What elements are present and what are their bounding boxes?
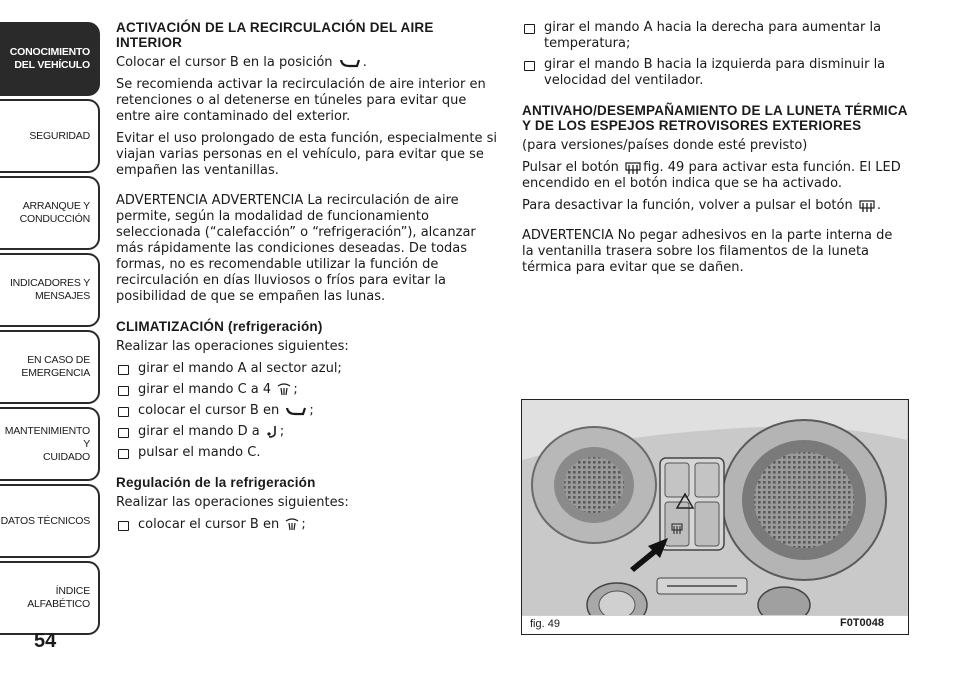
paragraph: Para desactivar la función, volver a pulsar el botón . xyxy=(522,198,881,213)
steps-list xyxy=(522,20,908,89)
tab-label: ÍNDICE ALFABÉTICO xyxy=(27,585,90,610)
list-item: girar el mando D a ; xyxy=(116,424,500,440)
list-item: girar el mando C a 4 ; xyxy=(116,382,500,398)
list-item: colocar el cursor B en ; xyxy=(116,403,500,419)
tab-arranque[interactable] xyxy=(0,176,100,250)
paragraph: Se recomienda activar la recirculación de aire interior en retenciones o al detenerse en túneles para evitar que entre aire contaminado del exterior. xyxy=(116,77,486,124)
heading-recirculation: ACTIVACIÓN DE LA RECIRCULACIÓN DEL AIRE INTERIOR xyxy=(116,20,434,50)
list-item: colocar el cursor B en ; xyxy=(116,517,500,533)
warning-paragraph: ADVERTENCIA ADVERTENCIA La recirculación de aire permite, según la modalidad de funcionamiento seleccionada (“calefacción” o “refrigeración”), alcanzar más rápidamente las condiciones deseadas. De todas formas, no es recomendable utilizar la función de recirculación en días lluviosos o fríos para evitar la posibilidad de que se empañen las lunas. xyxy=(116,193,476,304)
tab-label: CONOCIMIENTO DEL VEHÍCULO xyxy=(9,46,90,71)
rear-defrost-icon xyxy=(625,161,641,175)
paragraph: (para versiones/países donde esté previsto) xyxy=(522,138,808,153)
list-item: girar el mando B hacia la izquierda para disminuir la velocidad del ventilador. xyxy=(522,57,908,89)
paragraph: Evitar el uso prolongado de esta función, especialmente si viajan varias personas en el vehículo, para evitar que se empañen las ventanillas. xyxy=(116,131,498,178)
left-column xyxy=(116,20,500,539)
tab-label: ARRANQUE Y CONDUCCIÓN xyxy=(19,200,90,225)
right-column xyxy=(522,20,908,282)
dashboard-illustration xyxy=(522,400,907,615)
page-number: 54 xyxy=(34,630,57,652)
figure-caption xyxy=(522,616,908,634)
steps-list xyxy=(116,361,500,461)
tab-mantenimiento[interactable] xyxy=(0,407,100,481)
paragraph: Colocar el cursor B en la posición . xyxy=(116,55,367,70)
tab-conocimiento[interactable] xyxy=(0,22,100,96)
heading-climatizacion: CLIMATIZACIÓN (refrigeración) xyxy=(116,319,323,334)
warning-paragraph: ADVERTENCIA No pegar adhesivos en la parte interna de la ventanilla trasera sobre los filamentos de la luneta térmica para evitar que se dañen. xyxy=(522,228,893,275)
paragraph: Realizar las operaciones siguientes: xyxy=(116,495,349,510)
tab-label: INDICADORES Y MENSAJES xyxy=(9,277,90,302)
tab-datos[interactable] xyxy=(0,484,100,558)
tab-indicadores[interactable] xyxy=(0,253,100,327)
figure-49 xyxy=(521,399,909,635)
list-item: girar el mando A hacia la derecha para aumentar la temperatura; xyxy=(522,20,908,52)
ac-snowflake-icon xyxy=(266,425,278,439)
list-item: girar el mando A al sector azul; xyxy=(116,361,500,377)
tab-label: MANTENIMIENTO Y CUIDADO xyxy=(4,424,90,463)
tab-emergencia[interactable] xyxy=(0,330,100,404)
recirculation-icon xyxy=(285,405,307,417)
heading-antivaho: ANTIVAHO/DESEMPAÑAMIENTO DE LA LUNETA TÉRMICA Y DE LOS ESPEJOS RETROVISORES EXTERIORES xyxy=(522,103,908,133)
paragraph: Realizar las operaciones siguientes: xyxy=(116,339,349,354)
tab-label: EN CASO DE EMERGENCIA xyxy=(21,354,90,379)
rear-defrost-icon xyxy=(859,199,875,213)
steps-list xyxy=(116,517,500,533)
paragraph: Pulsar el botón fig. 49 para activar esta función. El LED encendido en el botón indica que se ha activado. xyxy=(522,160,901,191)
tab-label: DATOS TÉCNICOS xyxy=(0,514,90,527)
fan-defrost-icon xyxy=(277,383,291,396)
fan-defrost-icon xyxy=(285,518,299,531)
recirculation-icon xyxy=(339,57,361,69)
heading-regulacion: Regulación de la refrigeración xyxy=(116,475,316,490)
chapter-tabs xyxy=(0,22,100,638)
figure-number: fig. 49 xyxy=(530,618,560,630)
tab-seguridad[interactable] xyxy=(0,99,100,173)
tab-label: SEGURIDAD xyxy=(29,129,90,142)
list-item: pulsar el mando C. xyxy=(116,445,500,461)
tab-indice[interactable] xyxy=(0,561,100,635)
figure-code: F0T0048 xyxy=(839,617,884,629)
